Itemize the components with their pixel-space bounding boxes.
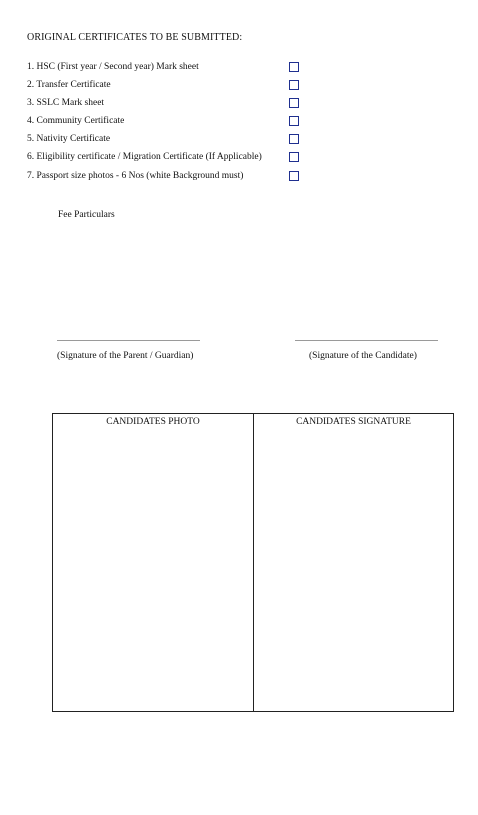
checkbox[interactable] xyxy=(289,116,299,126)
section-heading: ORIGINAL CERTIFICATES TO BE SUBMITTED: xyxy=(27,32,243,43)
candidate-photo-title: CANDIDATES PHOTO xyxy=(106,417,200,427)
checklist-item-label: 6. Eligibility certificate / Migration Certificate (If Applicable) xyxy=(27,152,262,162)
checkbox[interactable] xyxy=(289,171,299,181)
checkbox[interactable] xyxy=(289,134,299,144)
checklist-item-label: 3. SSLC Mark sheet xyxy=(27,98,105,108)
checklist-item xyxy=(27,134,307,148)
checklist-item-label: 7. Passport size photos - 6 Nos (white Background must) xyxy=(27,171,244,181)
checklist-item xyxy=(27,80,307,94)
checklist-item xyxy=(27,116,307,130)
checklist-item-label: 2. Transfer Certificate xyxy=(27,80,111,90)
checklist-item-label: 1. HSC (First year / Second year) Mark sheet xyxy=(27,62,199,72)
candidate-signature-title: CANDIDATES SIGNATURE xyxy=(296,417,411,427)
checklist-item xyxy=(27,62,307,76)
checklist-item xyxy=(27,171,307,185)
candidate-photo-box xyxy=(52,413,254,712)
checklist-item-label: 5. Nativity Certificate xyxy=(27,134,111,144)
parent-signature-label: (Signature of the Parent / Guardian) xyxy=(57,351,194,361)
checklist-item xyxy=(27,98,307,112)
fee-particulars-label: Fee Particulars xyxy=(58,210,115,220)
checkbox[interactable] xyxy=(289,152,299,162)
checkbox[interactable] xyxy=(289,80,299,90)
parent-signature-line xyxy=(57,340,200,341)
checklist-item-label: 4. Community Certificate xyxy=(27,116,125,126)
candidate-signature-line xyxy=(295,340,438,341)
candidate-signature-box xyxy=(253,413,454,712)
checklist-item xyxy=(27,152,307,166)
candidate-signature-label: (Signature of the Candidate) xyxy=(309,351,417,361)
checkbox[interactable] xyxy=(289,62,299,72)
checkbox[interactable] xyxy=(289,98,299,108)
